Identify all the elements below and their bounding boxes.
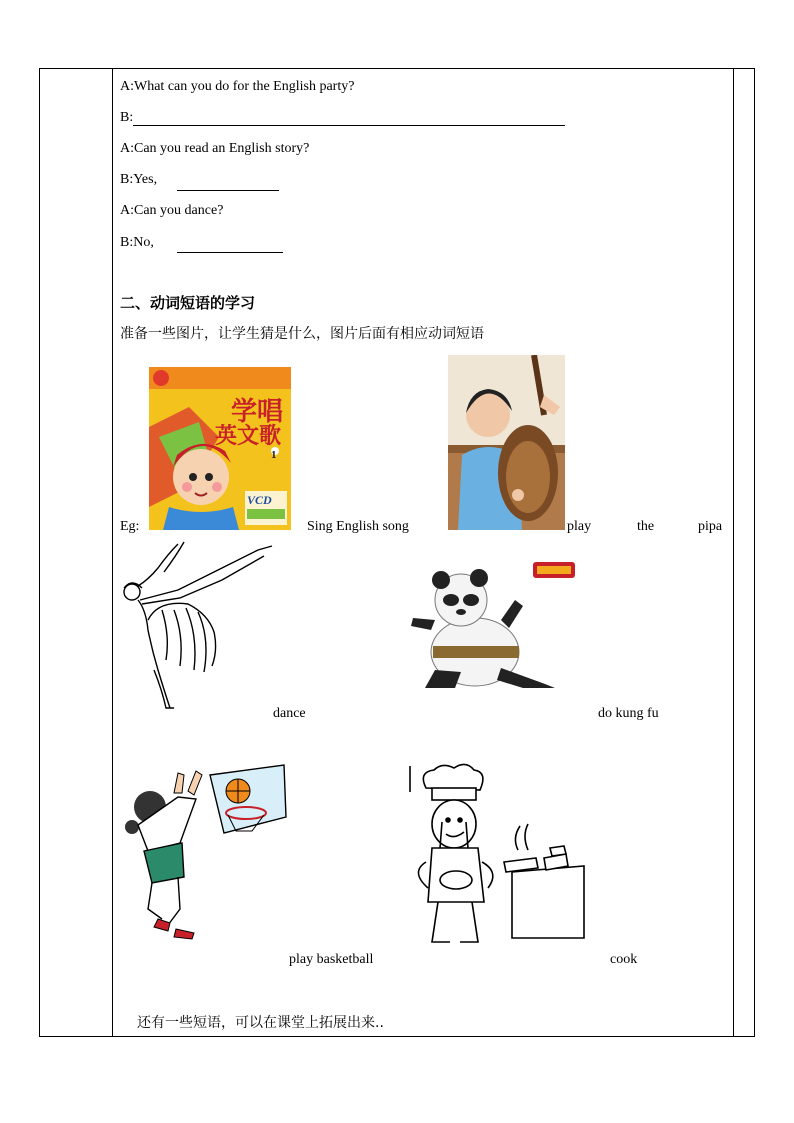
extension-note: 还有一些短语，可以在课堂上拓展出来..: [137, 1015, 384, 1031]
dialogue-line-2: B:: [120, 110, 134, 125]
cover-title-line-2: 英文歌: [215, 424, 282, 449]
dialogue-line-4: B:Yes,: [120, 172, 158, 187]
kung-fu-panda-image: [405, 560, 578, 692]
girl-playing-pipa-image: [448, 355, 565, 530]
answer-blank-yes: [177, 190, 279, 191]
phrase-play-basketball: play basketball: [289, 952, 374, 967]
phrase-kung-fu: do kung fu: [598, 706, 659, 721]
phrase-pipa: pipa: [698, 519, 723, 534]
cover-vcd-label: VCD: [247, 493, 272, 507]
phrase-play: play: [567, 519, 592, 534]
dialogue-line-6: B:No,: [120, 235, 154, 250]
girl-playing-basketball-image: [118, 733, 288, 940]
ballet-dancer-drawing: [118, 540, 278, 712]
eg-label: Eg:: [120, 519, 140, 534]
cover-title-line-1: 学唱: [231, 397, 284, 427]
answer-blank-no: [177, 252, 283, 253]
phrase-sing-english-song: Sing English song: [307, 519, 409, 534]
section-instruction: 准备一些图片，让学生猜是什么，图片后面有相应动词短语: [120, 326, 484, 342]
section-title: 二、动词短语的学习: [120, 294, 256, 312]
dancer-illustration: [118, 540, 278, 712]
panda-illustration: [405, 560, 578, 692]
chef-cooking-drawing: [408, 762, 588, 947]
dialogue-line-5: A:Can you dance?: [120, 203, 224, 218]
phrase-the: the: [637, 519, 655, 534]
answer-blank-long: [133, 125, 565, 126]
dialogue-line-1: A:What can you do for the English party?: [120, 79, 355, 94]
table-right-divider: [733, 68, 734, 1037]
basketball-illustration: [118, 733, 288, 940]
song-book-cover-image: [149, 367, 291, 530]
cover-number: 1: [271, 449, 277, 461]
phrase-dance: dance: [273, 706, 306, 721]
phrase-cook: cook: [610, 952, 638, 967]
dialogue-line-3: A:Can you read an English story?: [120, 141, 310, 156]
pipa-illustration: [448, 355, 565, 530]
table-left-divider: [112, 68, 113, 1037]
chef-illustration: [408, 762, 588, 947]
